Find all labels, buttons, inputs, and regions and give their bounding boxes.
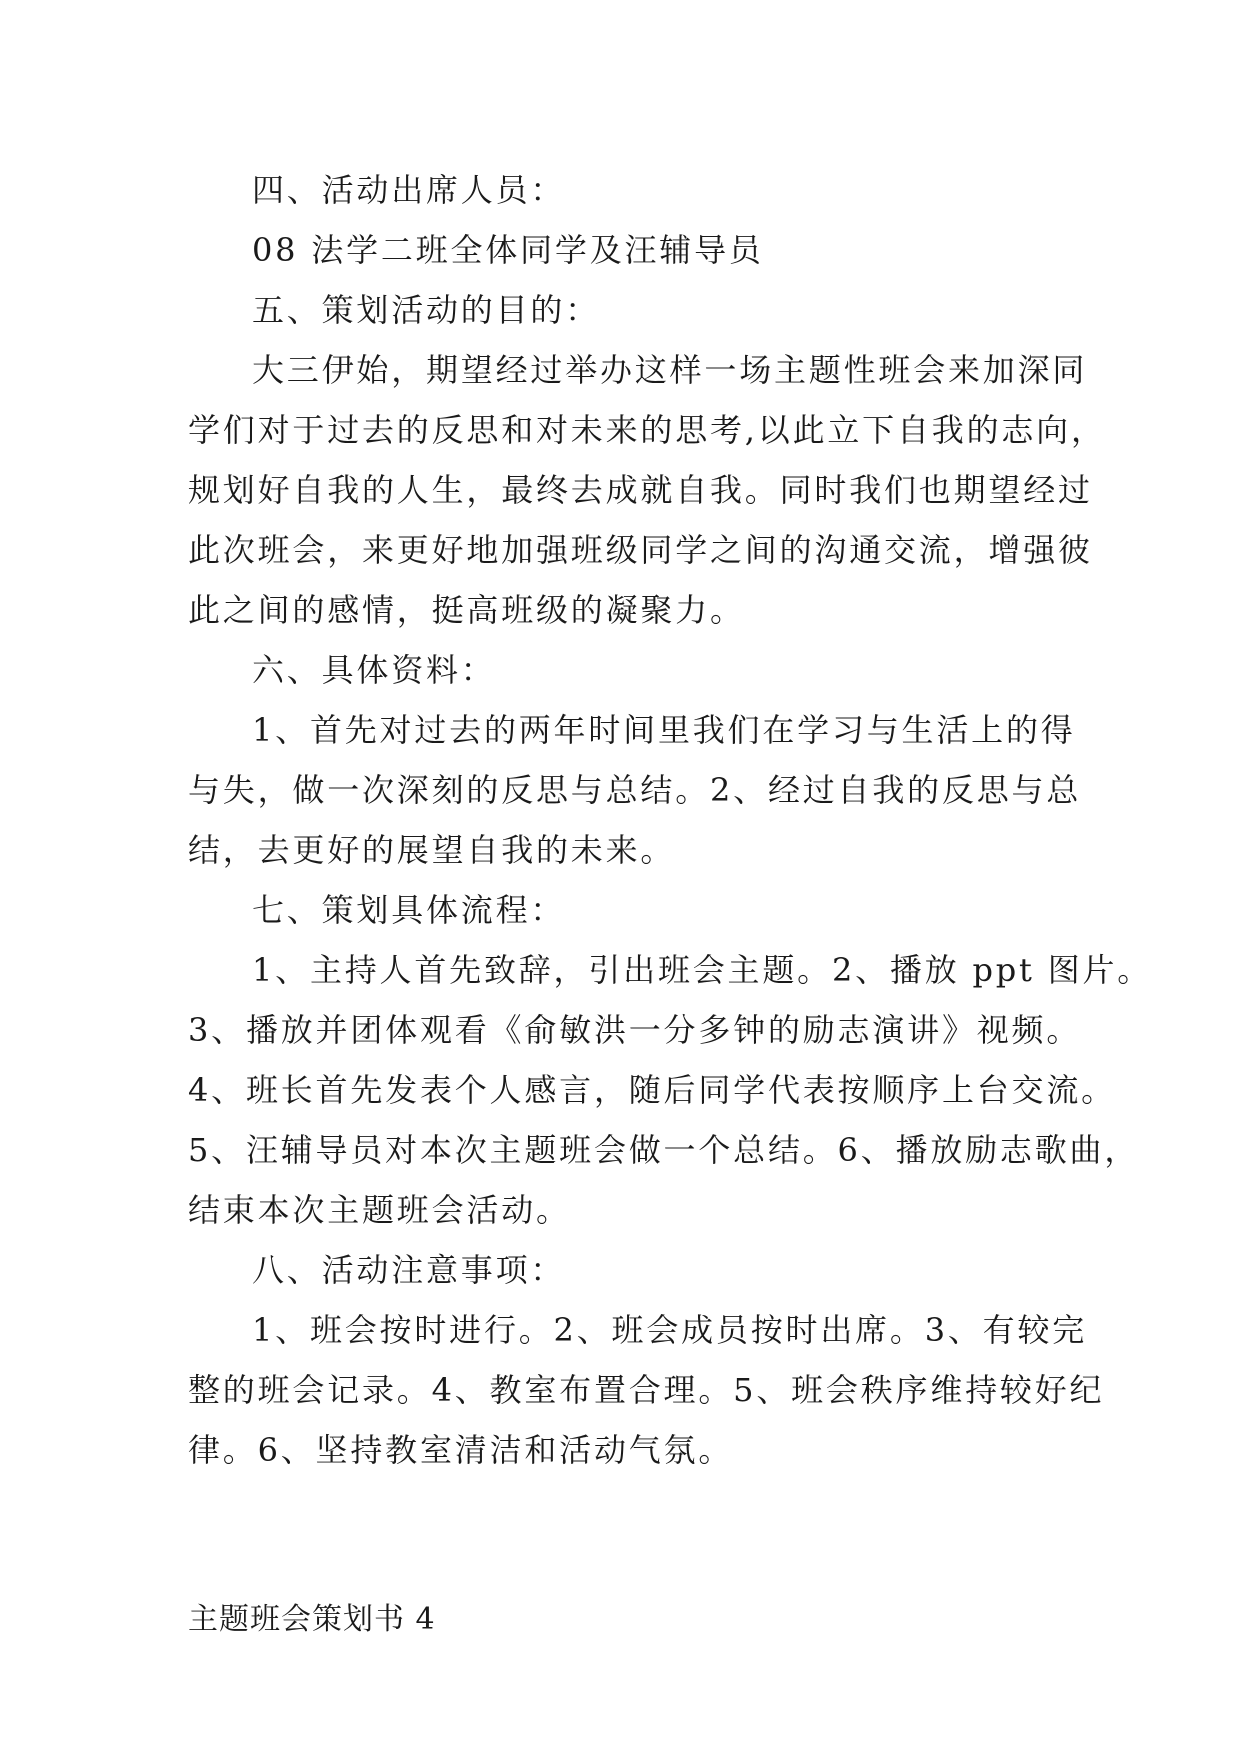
section7-paragraph-line: 5、汪辅导员对本次主题班会做一个总结。6、播放励志歌曲， — [188, 1131, 1140, 1169]
section8-heading: 八、活动注意事项： — [252, 1251, 566, 1289]
section7-paragraph-line: 4、班长首先发表个人感言，随后同学代表按顺序上台交流。 — [188, 1071, 1116, 1109]
section8-paragraph-line: 1、班会按时进行。2、班会成员按时出席。3、有较完 — [252, 1311, 1088, 1349]
section4-content: 08 法学二班全体同学及汪辅导员 — [252, 231, 764, 269]
section7-paragraph-line: 1、主持人首先致辞，引出班会主题。2、播放 ppt 图片。 — [252, 951, 1153, 989]
next-section-title: 主题班会策划书 4 — [188, 1602, 436, 1637]
section-gap — [188, 1480, 1058, 1590]
document-page — [188, 160, 1153, 1650]
section5-paragraph-line: 大三伊始，期望经过举办这样一场主题性班会来加深同 — [252, 351, 1088, 389]
section6-paragraph-line: 结，去更好的展望自我的未来。 — [188, 831, 676, 869]
section4-heading: 四、活动出席人员： — [252, 171, 566, 209]
section7-paragraph-line: 结束本次主题班会活动。 — [188, 1191, 571, 1229]
section8-paragraph-line: 整的班会记录。4、教室布置合理。5、班会秩序维持较好纪 — [188, 1371, 1105, 1409]
section7-heading: 七、策划具体流程： — [252, 891, 566, 929]
section5-paragraph-line: 规划好自我的人生，最终去成就自我。同时我们也期望经过 — [188, 471, 1093, 509]
section6-heading: 六、具体资料： — [252, 651, 496, 689]
section7-paragraph-line: 3、播放并团体观看《俞敏洪一分多钟的励志演讲》视频。 — [188, 1011, 1082, 1049]
section5-paragraph-line: 此次班会，来更好地加强班级同学之间的沟通交流，增强彼 — [188, 531, 1093, 569]
section6-paragraph-line: 与失，做一次深刻的反思与总结。2、经过自我的反思与总 — [188, 771, 1082, 809]
section6-paragraph-line: 1、首先对过去的两年时间里我们在学习与生活上的得 — [252, 711, 1076, 749]
section5-paragraph-line: 学们对于过去的反思和对未来的思考,以此立下自我的志向， — [188, 411, 1106, 449]
section5-heading: 五、策划活动的目的： — [252, 291, 601, 329]
section5-paragraph-line: 此之间的感情，挺高班级的凝聚力。 — [188, 591, 745, 629]
section8-paragraph-line: 律。6、坚持教室清洁和活动气氛。 — [188, 1431, 734, 1469]
